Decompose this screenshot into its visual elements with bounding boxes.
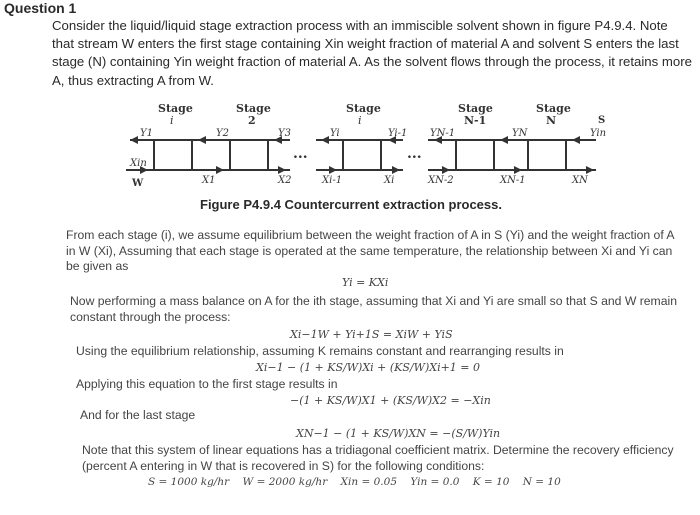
stage-box-n-1 xyxy=(456,140,494,170)
stage-label-i: Stage xyxy=(346,102,381,115)
mass-balance-paragraph: Now performing a mass balance on A for the ith stage, assuming that Xi and Yi are small so that S and W remain constant through the process: xyxy=(70,294,677,324)
label-xi: Xi xyxy=(384,175,395,186)
stage-box-1 xyxy=(154,140,192,170)
stage-label-1: Stage xyxy=(158,102,193,115)
stage-box-n xyxy=(528,140,566,170)
equation-last-stage: XN−1 − (1 + KS/W)XN = −(S/W)Yin xyxy=(296,427,501,440)
label-y1: Y1 xyxy=(140,128,153,139)
label-y3: Y3 xyxy=(278,128,291,139)
label-yin: Yin xyxy=(590,128,607,139)
label-yn-1: YN-1 xyxy=(430,128,456,139)
stage-label-n: Stage xyxy=(536,102,571,115)
figure-caption: Figure P4.9.4 Countercurrent extraction process. xyxy=(200,197,502,212)
stage-box-i xyxy=(343,140,381,170)
last-stage-paragraph: And for the last stage xyxy=(80,408,196,422)
label-xn-2: XN-2 xyxy=(428,175,454,186)
label-w: W xyxy=(132,178,144,189)
stage-label-n-sub: N xyxy=(546,114,557,127)
ellipsis-2: ... xyxy=(407,146,422,162)
question-title: Question 1 xyxy=(4,0,77,16)
label-yi: Yi xyxy=(330,128,340,139)
label-xin: Xin xyxy=(130,158,147,169)
equation-mass-balance: Xi−1W + Yi+1S = XiW + YiS xyxy=(290,328,453,341)
first-stage-paragraph: Applying this equation to the first stage results in xyxy=(76,377,338,391)
ellipsis-1: ... xyxy=(293,146,308,162)
stage-label-2: Stage xyxy=(236,102,271,115)
label-s: S xyxy=(598,115,606,126)
stage-label-i-sub: i xyxy=(358,114,362,127)
label-xi-1: Xi-1 xyxy=(322,175,343,186)
label-xn-1: XN-1 xyxy=(500,175,526,186)
stage-label-2-sub: 2 xyxy=(248,114,256,127)
label-yi-1: Yi-1 xyxy=(388,128,408,139)
label-xn: XN xyxy=(572,175,588,186)
countercurrent-extraction-figure xyxy=(118,98,628,193)
label-yn: YN xyxy=(512,128,528,139)
intro-paragraph: Consider the liquid/liquid stage extraction process with an immiscible solvent shown in figure P4.9.4. Note that stream W enters the first stage containing Xin weight fraction of material A and solvent S enters the last stage (N) containing Yin weight fraction of material A. As the solvent flows through the process, it retains more A, thus extracting A from W. xyxy=(52,18,692,88)
equation-first-stage: −(1 + KS/W)X1 + (KS/W)X2 = −Xin xyxy=(290,394,491,407)
stage-box-2 xyxy=(230,140,268,170)
label-x2: X2 xyxy=(278,175,292,186)
conditions-line: S = 1000 kg/hr W = 2000 kg/hr Xin = 0.05 Yin = 0.0 K = 10 N = 10 xyxy=(148,476,561,488)
equation-equilibrium: Yi = KXi xyxy=(342,276,389,289)
equilibrium-paragraph: From each stage (i), we assume equilibrium between the weight fraction of A in S (Yi) and the weight fraction of A in W (Xi), Assuming that each stage is operated at the same temperature, the relationship between Xi and Yi can be given as xyxy=(66,228,674,273)
equation-general-stage: Xi−1 − (1 + KS/W)Xi + (KS/W)Xi+1 = 0 xyxy=(256,361,481,374)
stage-label-n-1-sub: N-1 xyxy=(464,114,487,127)
rearranging-paragraph: Using the equilibrium relationship, assuming K remains constant and rearranging results in xyxy=(76,344,564,358)
stage-label-1-sub: i xyxy=(170,114,174,127)
stage-label-n-1: Stage xyxy=(458,102,493,115)
label-y2: Y2 xyxy=(216,128,229,139)
note-paragraph: Note that this system of linear equations has a tridiagonal coefficient matrix. Determine the recovery efficiency (percent A entering in W that is recovered in S) for the following conditions: xyxy=(82,443,674,473)
label-x1: X1 xyxy=(202,175,216,186)
